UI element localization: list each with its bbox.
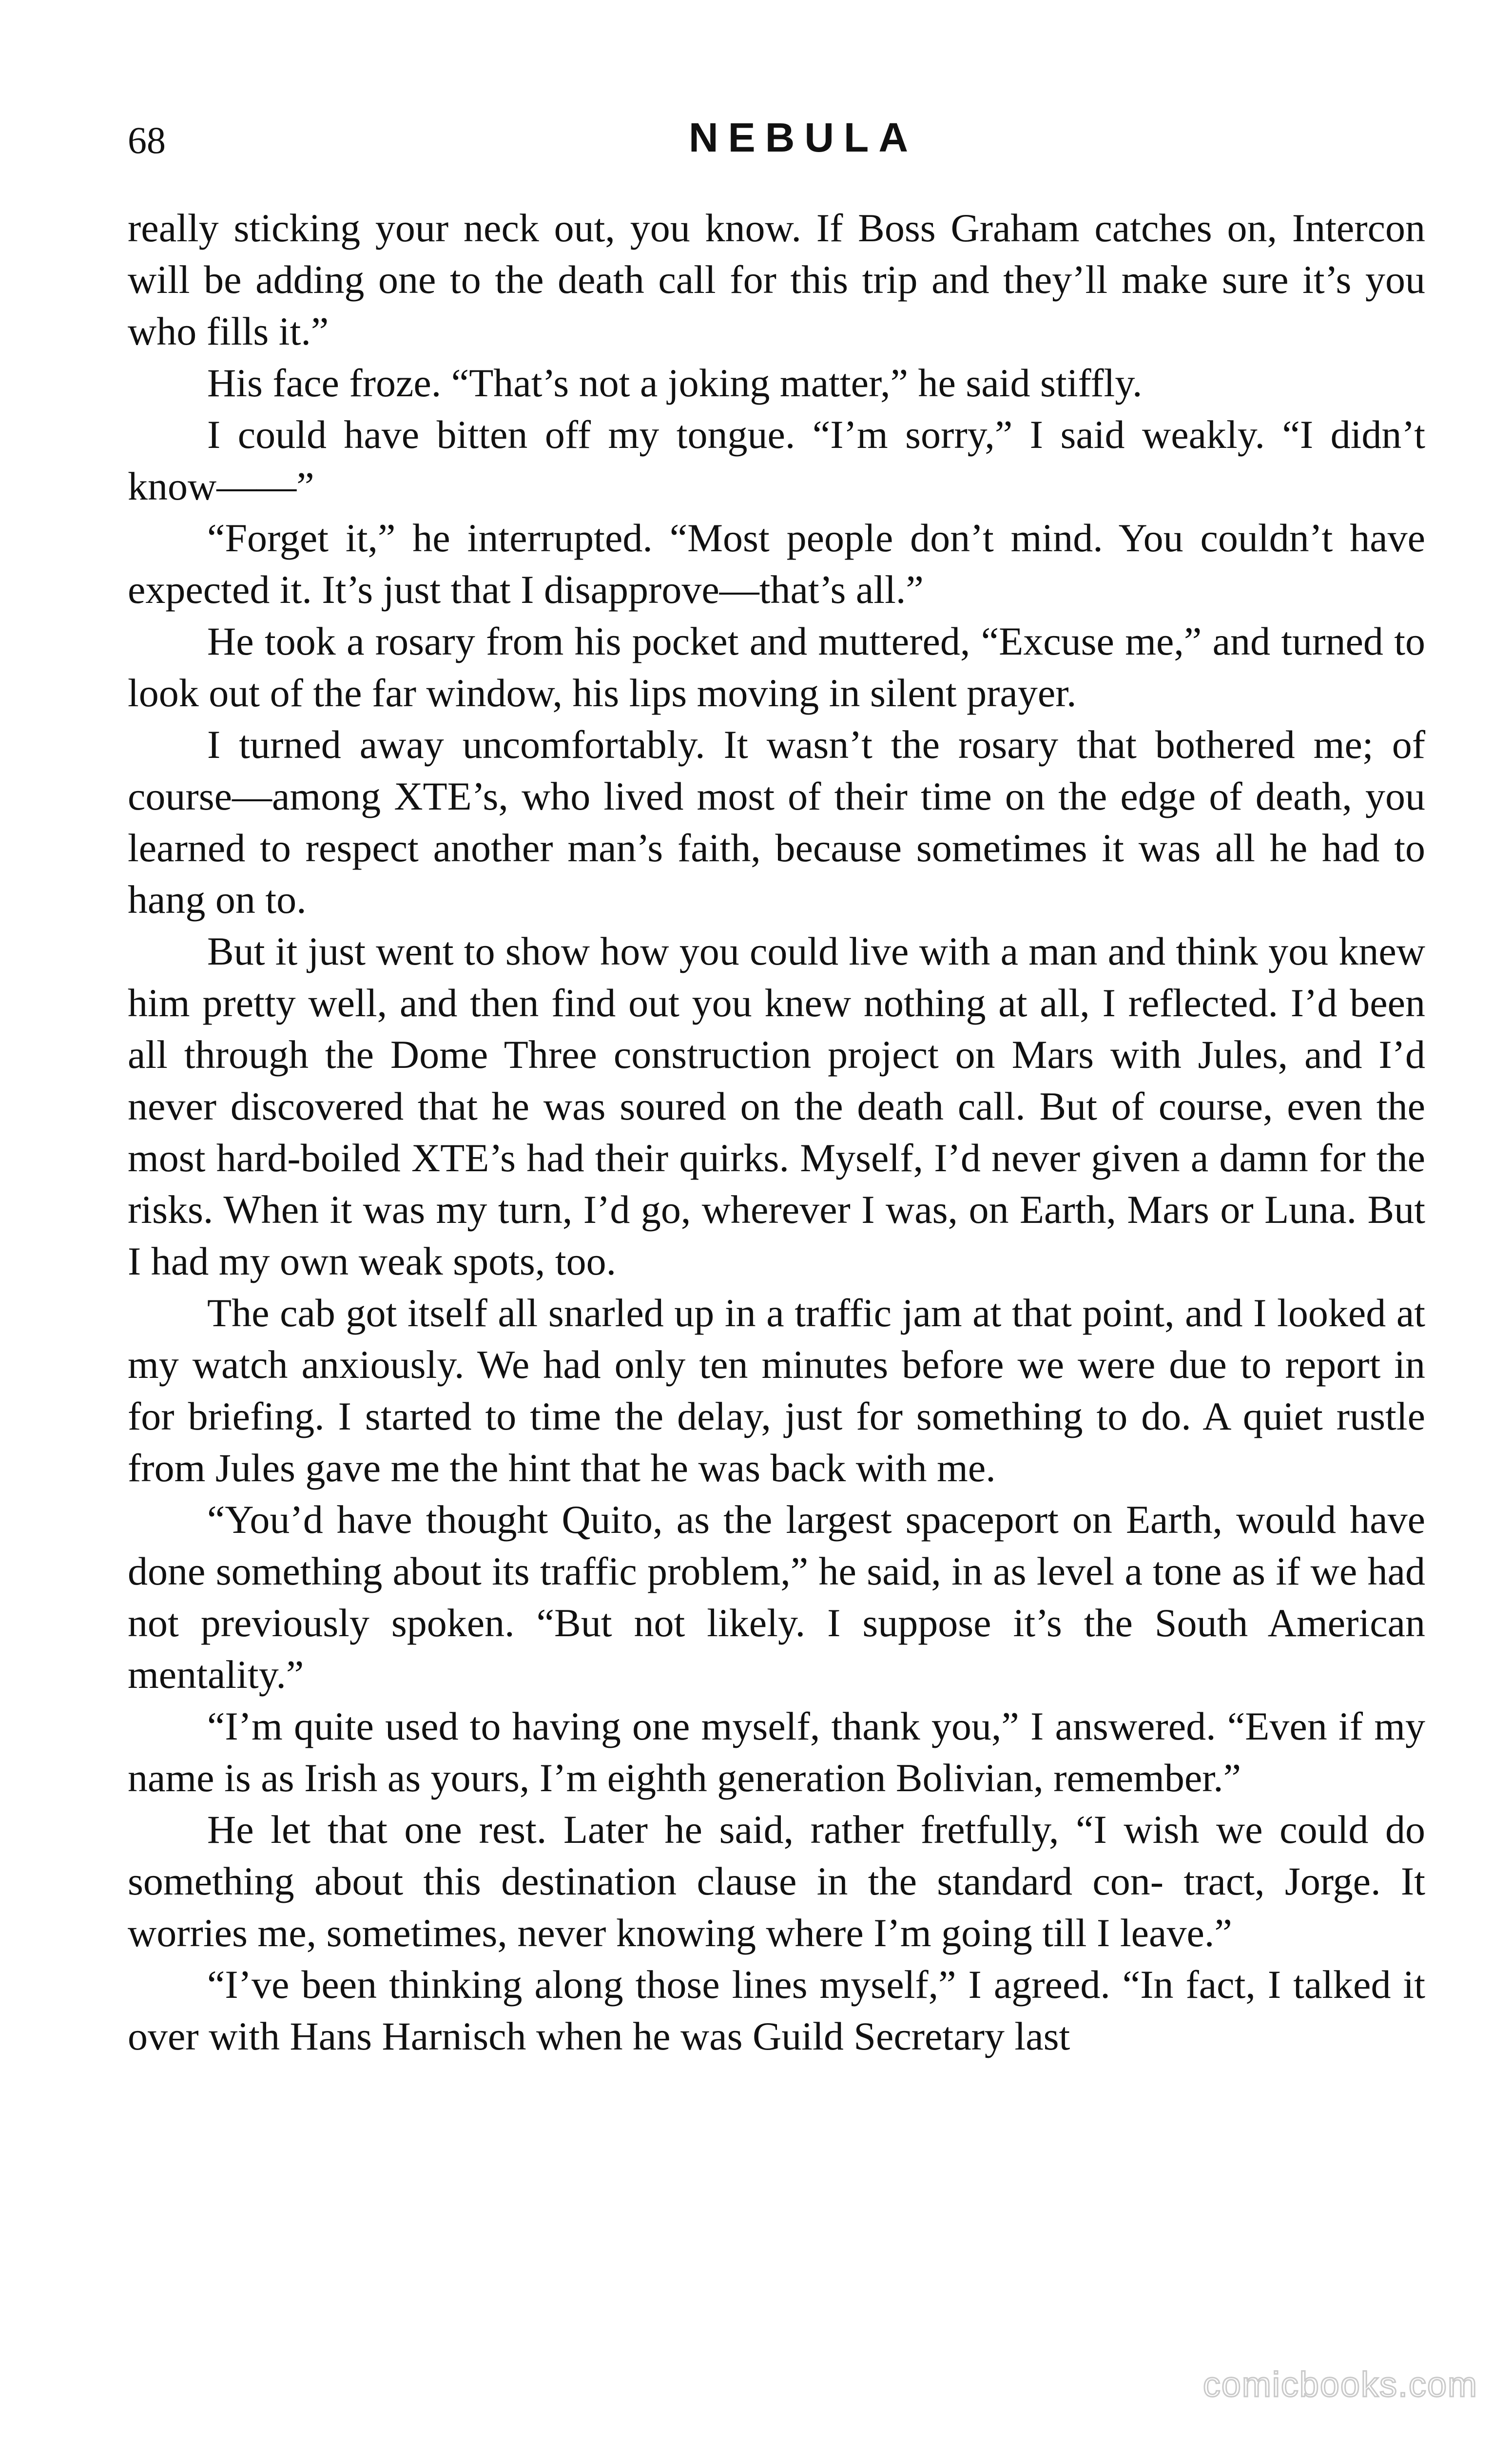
paragraph: “You’d have thought Quito, as the largest spaceport on Earth, would have done something about its traffic problem,” he said, in as level a tone as if we had not previously spoken. “But not likely. I suppose it’s the South American mentality.” [128, 1497, 1425, 1697]
paragraph: But it just went to show how you could live with a man and think you knew him pretty well, and then find out you knew nothing at all, I reflected. I’d been all through the Dome Three construction project on Mars with Jules, and I’d never discovered that he was soured on the death call. But of course, even the most hard-boiled XTE’s had their quirks. Myself, I’d never given a damn for the risks. When it was my turn, I’d go, wherever I was, on Earth, Mars or Luna. But I had my own weak spots, too. [128, 929, 1425, 1283]
body-text [128, 202, 1425, 2062]
paragraph: His face froze. “That’s not a joking matter,” he said stiffly. [207, 361, 1143, 405]
paragraph: I turned away uncomfortably. It wasn’t the rosary that bothered me; of course—among XTE’s, who lived most of their time on the edge of death, you learned to respect another man’s faith, because sometimes it was all he had to hang on to. [128, 722, 1425, 922]
running-title: NEBULA [689, 115, 918, 160]
paragraph: “I’m quite used to having one myself, thank you,” I answered. “Even if my name is as Irish as yours, I’m eighth generation Bolivian, remember.” [128, 1704, 1425, 1800]
paragraph: “Forget it,” he interrupted. “Most people don’t mind. You couldn’t have expected it. It’s just that I disapprove—that’s all.” [128, 516, 1425, 612]
paragraph: The cab got itself all snarled up in a traffic jam at that point, and I looked at my watch anxiously. We had only ten minutes before we were due to report in for briefing. I started to time the delay, just for something to do. A quiet rustle from Jules gave me the hint that he was back with me. [128, 1291, 1425, 1490]
paragraph: He took a rosary from his pocket and muttered, “Excuse me,” and turned to look out of the far window, his lips moving in silent prayer. [128, 619, 1425, 715]
watermark: comicbooks.com [1202, 2365, 1478, 2404]
paragraph: He let that one rest. Later he said, rather fretfully, “I wish we could do something about this destination clause in the standard con- tract, Jorge. It worries me, sometimes, never knowing where I’m going till I leave.” [128, 1807, 1425, 1955]
paragraph: “I’ve been thinking along those lines myself,” I agreed. “In fact, I talked it over with Hans Harnisch when he was Guild Secretary last [128, 1962, 1425, 2058]
paragraph: I could have bitten off my tongue. “I’m sorry,” I said weakly. “I didn’t know——” [128, 412, 1425, 508]
paragraph: really sticking your neck out, you know. If Boss Graham catches on, Intercon will be adding one to the death call for this trip and they’ll make sure it’s you who fills it.” [128, 206, 1425, 353]
page-number: 68 [128, 119, 166, 161]
page-header [128, 113, 1425, 176]
